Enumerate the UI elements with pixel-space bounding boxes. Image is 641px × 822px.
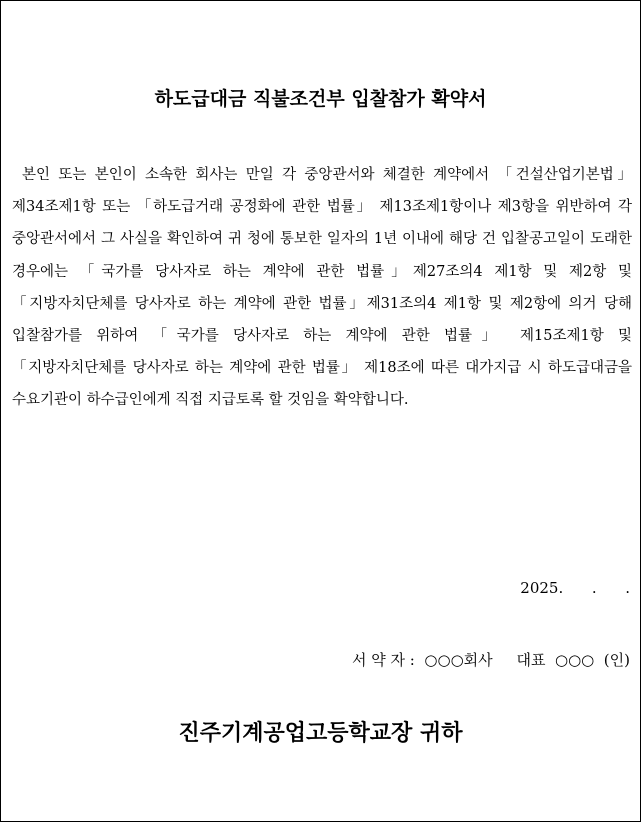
pledge-body-text: 본인 또는 본인이 소속한 회사는 만일 각 중앙관서와 체결한 계약에서 「건설산업기본법」제34조제1항 또는 「하도급거래 공정화에 관한 법률」 제13조제1항이나 제3항을 위반하여 각 중앙관서에서 그 사실을 확인하여 귀 청에 통보한 일자의 1년 이내에 해당 건 입찰공고일이 도래한 경우에는 「국가를 당사자로 하는 계약에 관한 법률」제27조의4 제1항 및 제2항 및 「지방자치단체를 당사자로 하는 계약에 관한 법률」제31조의4 제1항 및 제2항에 의거 당해 입찰참가를 위하여 「국가를 당사자로 하는 계약에 관한 법률」 제15조제1항 및 「지방자치단체를 당사자로 하는 계약에 관한 법률」 제18조에 따른 대가지급 시 하도급대금을 수요기관이 하수급인에게 직접 지급토록 할 것임을 확약합니다.	[12, 167, 632, 409]
signer-line: 서 약 자 : ○○○회사 대표 ○○○ (인)	[352, 651, 630, 669]
document-title: 하도급대금 직불조건부 입찰참가 확약서	[154, 88, 487, 110]
recipient-line: 진주기계공업고등학교장 귀하	[178, 720, 463, 746]
date-line: 2025. . .	[520, 579, 630, 597]
